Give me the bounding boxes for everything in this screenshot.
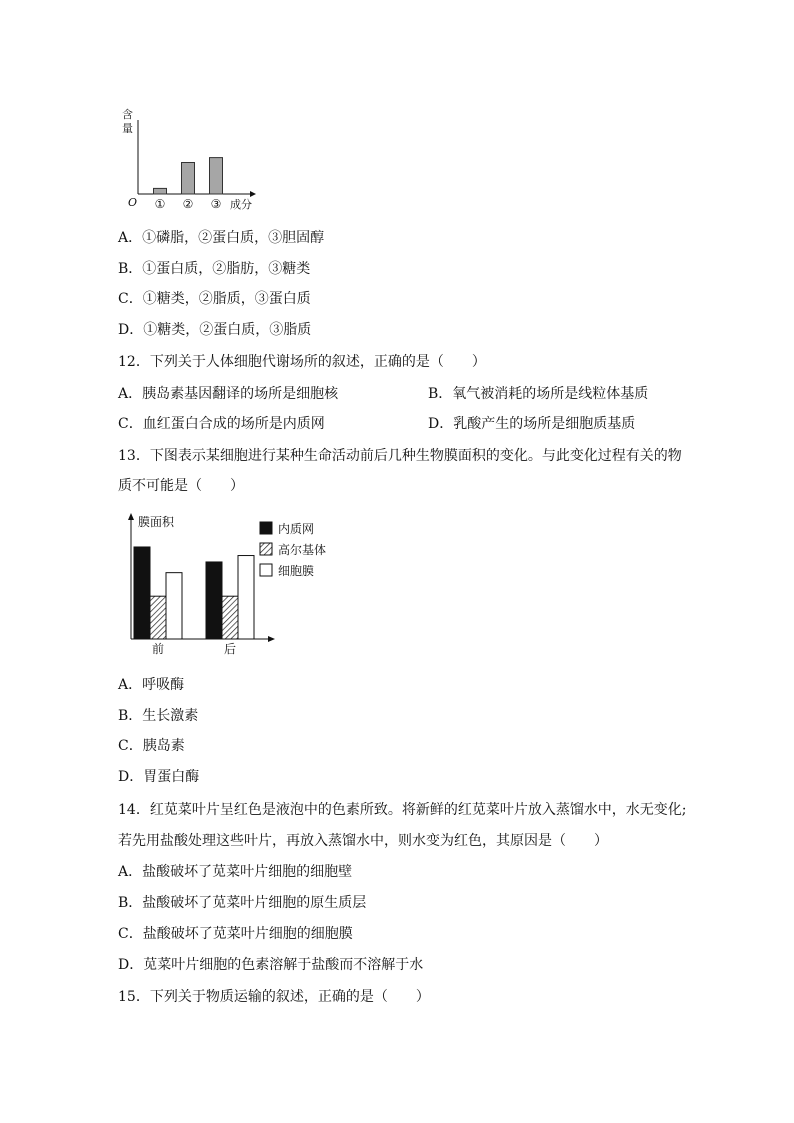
chart2-bar-2-2 [222, 596, 238, 639]
chart2-bar-1-2 [150, 596, 166, 639]
membrane-area-bar-chart [118, 508, 358, 660]
chart1-tick-label-1: ① [154, 197, 166, 211]
q14-option-d[interactable]: D．苋菜叶片细胞的色素溶解于盐酸而不溶解于水 [118, 957, 424, 973]
q12-stem: 12．下列关于人体细胞代谢场所的叙述，正确的是（ ） [118, 354, 486, 370]
chart1-bar-2 [182, 163, 195, 195]
chart2-ylabel: 膜面积 [138, 515, 175, 529]
chart2-bar-1-1 [134, 547, 150, 639]
chart2-legend-swatch-3 [260, 564, 272, 576]
chart1-bar-3 [210, 158, 223, 194]
chart2-legend-swatch-2 [260, 543, 272, 555]
chart2-tick-label-2: 后 [223, 642, 237, 656]
q12-option-c[interactable]: C．血红蛋白合成的场所是内质网 [118, 416, 325, 432]
chart2-x-arrow [268, 636, 275, 642]
q13-option-a[interactable]: A．呼吸酶 [118, 677, 185, 693]
q11-option-b[interactable]: B．①蛋白质，②脂肪，③糖类 [118, 261, 311, 277]
q12-option-b[interactable]: B．氧气被消耗的场所是线粒体基质 [428, 386, 649, 402]
q13-option-d[interactable]: D．胃蛋白酶 [118, 769, 200, 785]
chart1-ylabel-line1: 含 [122, 108, 133, 121]
q13-option-c[interactable]: C．胰岛素 [118, 738, 185, 754]
chart1-bars [154, 158, 223, 194]
q11-option-c[interactable]: C．①糖类，②脂质，③蛋白质 [118, 291, 311, 307]
chart2-legend-swatch-1 [260, 522, 272, 534]
q11-option-a[interactable]: A．①磷脂，②蛋白质，③胆固醇 [118, 230, 325, 246]
chart1-origin-label: O [128, 196, 138, 209]
q14-option-b[interactable]: B．盐酸破坏了苋菜叶片细胞的原生质层 [118, 895, 367, 911]
q13-stem-line1: 13．下图表示某细胞进行某种生命活动前后几种生物膜面积的变化。与此变化过程有关的物 [118, 448, 682, 464]
q11-option-d[interactable]: D．①糖类，②蛋白质，③脂质 [118, 322, 312, 338]
chart2-tick-labels [152, 642, 236, 656]
chart2-tick-label-1: 前 [151, 642, 165, 656]
chart2-legend-label-2: 高尔基体 [278, 543, 327, 557]
chart1-xlabel: 成分 [230, 198, 252, 211]
chart1-ylabel-line2: 量 [122, 122, 133, 135]
q14-option-c[interactable]: C．盐酸破坏了苋菜叶片细胞的细胞膜 [118, 926, 353, 942]
chart2-bar-2-1 [206, 562, 222, 639]
q14-stem-line1: 14．红苋菜叶片呈红色是液泡中的色素所致。将新鲜的红苋菜叶片放入蒸馏水中，水无变化; [118, 802, 687, 818]
chart2-bar-1-3 [166, 573, 182, 639]
chart2-legend-label-3: 细胞膜 [278, 564, 315, 578]
chart1-bar-1 [154, 188, 167, 194]
q13-stem-line2: 质不可能是（ ） [118, 478, 244, 494]
composition-bar-chart [118, 104, 278, 214]
chart1-tick-label-2: ② [182, 197, 194, 211]
chart1-x-arrow [250, 191, 256, 197]
chart1-tick-label-3: ③ [210, 197, 222, 211]
chart2-bar-2-3 [238, 556, 254, 639]
q12-option-a[interactable]: A．胰岛素基因翻译的场所是细胞核 [118, 386, 339, 402]
q14-option-a[interactable]: A．盐酸破坏了苋菜叶片细胞的细胞壁 [118, 864, 353, 880]
q14-stem-line2: 若先用盐酸处理这些叶片，再放入蒸馏水中，则水变为红色，其原因是（ ） [118, 833, 608, 849]
chart2-legend-label-1: 内质网 [278, 522, 315, 536]
q12-option-d[interactable]: D．乳酸产生的场所是细胞质基质 [428, 416, 636, 432]
q15-stem: 15．下列关于物质运输的叙述，正确的是（ ） [118, 989, 430, 1005]
chart1-tick-labels [155, 197, 222, 211]
chart2-bars [134, 547, 254, 639]
chart2-legend [260, 521, 326, 578]
q13-option-b[interactable]: B．生长激素 [118, 708, 199, 724]
